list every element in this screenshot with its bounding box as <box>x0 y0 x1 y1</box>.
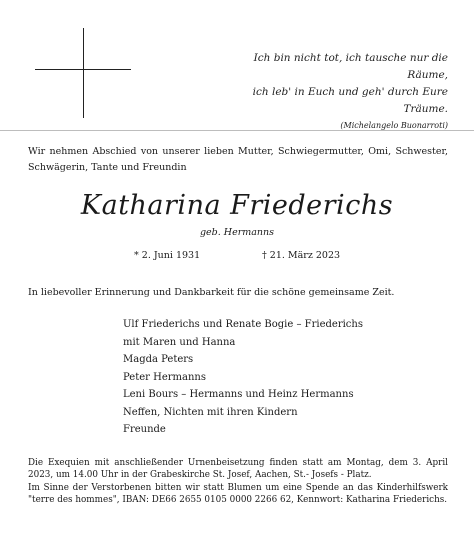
quote-line-2: ich leb' in Euch und geh' durch Eure Träume. <box>252 86 448 115</box>
mourner-line: Magda Peters <box>123 354 194 365</box>
memory-text: In liebevoller Erinnerung und Dankbarkeit für die schöne gemeinsame Zeit. <box>28 287 395 298</box>
divider-line <box>0 130 474 131</box>
maiden-name: geb. Hermanns <box>199 227 275 238</box>
mourner-line: Ulf Friederichs und Renate Bogie – Friederichs <box>123 319 363 330</box>
mourner-line: Peter Hermanns <box>123 371 206 383</box>
deceased-name: Katharina Friederichs <box>80 190 394 221</box>
exequies-text: Die Exequien mit anschließender Urnenbeisetzung finden statt am Montag, dem 3. April 2023, um 14.00 Uhr in der Grabeskirche St. Josef, Aachen, St.- Josefs - Platz. <box>28 458 448 480</box>
quote-author: (Michelangelo Buonarroti) <box>340 121 448 130</box>
mourner-line: Freunde <box>123 424 166 435</box>
intro-text: Wir nehmen Abschied von unserer lieben Mutter, Schwiegermutter, Omi, Schwester, Schwägerin, Tante und Freundin <box>28 146 448 173</box>
mourner-line: mit Maren und Hanna <box>123 336 236 348</box>
mourner-line: Neffen, Nichten mit ihren Kindern <box>123 406 298 418</box>
cross-icon-horizontal <box>35 69 131 70</box>
donation-text: Im Sinne der Verstorbenen bitten wir statt Blumen um eine Spende an das Kinderhilfswerk "terre des hommes", IBAN: DE66 2655 0105 0000 2266 62, Kennwort: Katharina Friederichs. <box>28 483 448 505</box>
death-date: † 21. März 2023 <box>262 250 341 261</box>
service-notice <box>28 458 448 508</box>
cross-icon-vertical <box>83 28 84 118</box>
mourners-list <box>123 316 363 439</box>
mourner-line: Leni Bours – Hermanns und Heinz Hermanns <box>123 389 354 400</box>
birth-date: * 2. Juni 1931 <box>134 250 201 261</box>
quote-line-1: Ich bin nicht tot, ich tausche nur die Räume, <box>253 52 448 81</box>
quote-block <box>218 50 448 133</box>
